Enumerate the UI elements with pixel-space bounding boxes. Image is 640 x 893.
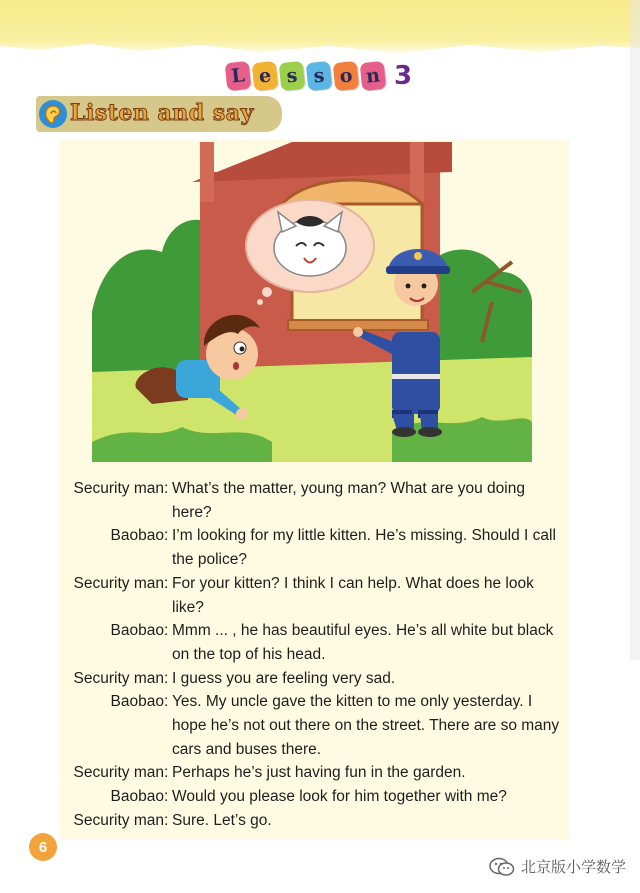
page-edge-shadow <box>630 0 640 660</box>
story-illustration <box>92 142 532 462</box>
line-text: I guess you are feeling very sad. <box>172 669 396 687</box>
line-text: I’m looking for my little kitten. He’s missing. Should I call the police? <box>172 527 556 569</box>
lesson-letter: L <box>225 61 252 91</box>
line-text: Would you please look for him together with me? <box>172 788 507 806</box>
dialogue-line: Security man : For your kitten? I think I can help. What does he look like? <box>60 572 580 619</box>
speaker: Security man <box>73 480 164 497</box>
lesson-letter: n <box>360 61 387 91</box>
dialogue-line: Baobao : Mmm ... , he has beautiful eyes. He’s all white but black on the top of his head. <box>60 619 580 666</box>
dialogue-line: Security man : Sure. Let’s go. <box>60 809 580 833</box>
section-title: Listen and say <box>70 100 254 126</box>
dialogue <box>60 477 580 833</box>
dialogue-line: Security man : Perhaps he’s just having fun in the garden. <box>60 761 580 785</box>
dialogue-line: Baobao : I’m looking for my little kitten. He’s missing. Should I call the police? <box>60 524 580 571</box>
listening-ear-icon <box>38 98 68 130</box>
page-number: 6 <box>29 833 57 861</box>
line-text: Yes. My uncle gave the kitten to me only yesterday. I hope he’s not out there on the street. There are so many cars and buses there. <box>172 693 560 758</box>
dialogue-line: Security man : I guess you are feeling very sad. <box>60 667 580 691</box>
dialogue-line: Baobao : Would you please look for him together with me? <box>60 785 580 809</box>
watermark-text: 北京版小学数学 <box>520 858 626 876</box>
dialogue-line: Security man : What’s the matter, young man? What are you doing here? <box>60 477 580 524</box>
lesson-letter: s <box>306 61 333 91</box>
lesson-letter: e <box>252 61 279 91</box>
speaker: Baobao <box>110 788 164 806</box>
lesson-title <box>226 58 412 94</box>
line-text: Perhaps he’s just having fun in the garden. <box>172 764 466 782</box>
speaker: Baobao <box>110 622 164 640</box>
section-header <box>36 96 282 132</box>
wechat-icon <box>489 857 515 877</box>
line-text: Sure. Let’s go. <box>172 811 272 829</box>
lesson-letter: s <box>279 61 306 91</box>
watermark <box>489 856 626 877</box>
lesson-number: 3 <box>394 61 413 91</box>
speaker: Security man <box>73 669 164 687</box>
lesson-letter: o <box>333 61 360 91</box>
line-text: What’s the matter, young man? What are you doing here? <box>172 480 525 521</box>
speaker: Baobao <box>110 527 164 545</box>
torn-paper-edge <box>0 0 640 58</box>
line-text: Mmm ... , he has beautiful eyes. He’s all white but black on the top of his head. <box>172 622 554 663</box>
speaker: Security man <box>73 764 164 782</box>
speaker: Baobao <box>110 693 164 711</box>
dialogue-line: Baobao : Yes. My uncle gave the kitten to me only yesterday. I hope he’s not out there on the street. There are so many cars and buses there. <box>60 690 580 761</box>
speaker: Security man <box>73 811 164 829</box>
line-text: For your kitten? I think I can help. What does he look like? <box>172 574 534 616</box>
speaker: Security man <box>73 574 164 592</box>
top-decor-band <box>0 0 640 58</box>
